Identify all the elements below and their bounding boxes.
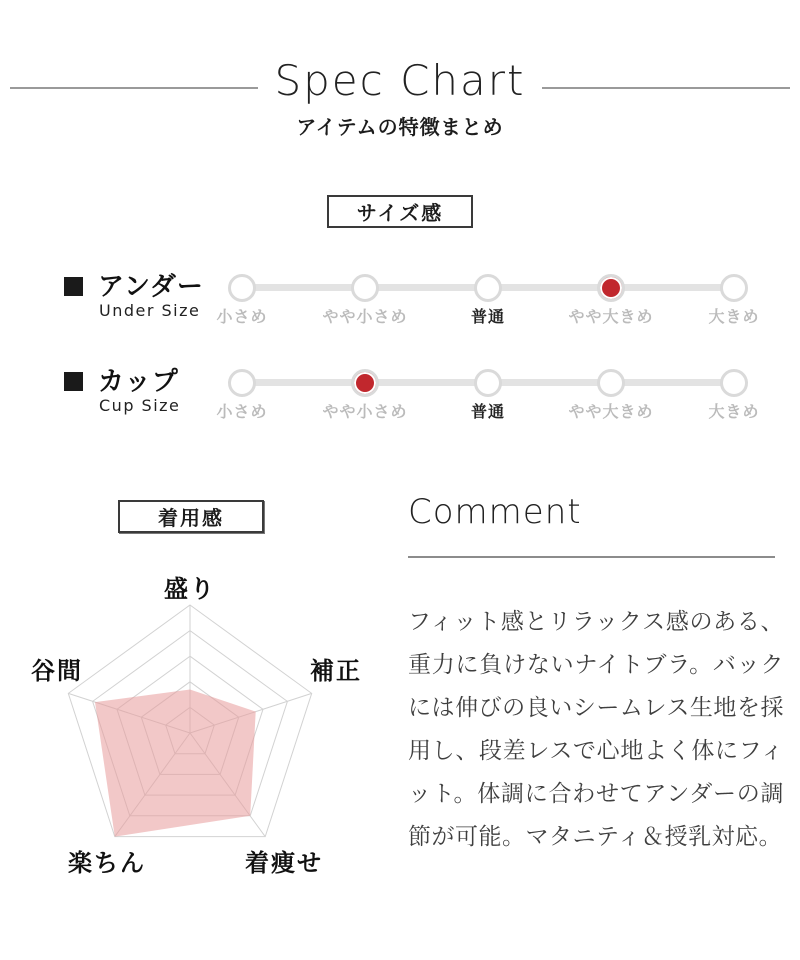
scale-dot-normal xyxy=(474,274,502,302)
scale-dot-rather-large xyxy=(597,369,625,397)
scale-tick-label: 普通 xyxy=(470,402,505,421)
radar-label-comfort: 楽ちん xyxy=(68,849,146,877)
size-section-heading: サイズ感 xyxy=(327,195,473,228)
scale-tick-label: やや小さめ xyxy=(322,402,408,421)
radar-label-slimming: 着痩せ xyxy=(245,849,323,877)
page-title: Spec Chart xyxy=(274,56,526,105)
scale-tick-label: 大きめ xyxy=(708,307,760,326)
radar-label-cleavage: 谷間 xyxy=(31,657,83,685)
comment-heading: Comment xyxy=(408,492,582,532)
scale-dot-small xyxy=(228,369,256,397)
scale-dot-rather-small xyxy=(351,369,379,397)
scale-tick-label: 小さめ xyxy=(216,307,268,326)
scale-tick-label: 普通 xyxy=(470,307,505,326)
square-bullet xyxy=(64,277,83,296)
scale-tick-label: やや大きめ xyxy=(568,307,654,326)
scale-dot-rather-small xyxy=(351,274,379,302)
scale-dot-rather-large xyxy=(597,274,625,302)
page-subtitle: アイテムの特徴まとめ xyxy=(296,115,504,139)
scale-dot-large xyxy=(720,369,748,397)
scale-tick-label: やや小さめ xyxy=(322,307,408,326)
scale-dot-normal xyxy=(474,369,502,397)
scale-dot-small xyxy=(228,274,256,302)
scale-tick-label: やや大きめ xyxy=(568,402,654,421)
cup-size-label-jp: カップ xyxy=(98,367,179,397)
comment-body: フィット感とリラックス感のある、重力に負けないナイトブラ。バックには伸びの良いシームレス生地を採用し、段差レスで心地よく体にフィット。体調に合わせてアンダーの調節が可能。マタニティ＆授乳対応。 xyxy=(408,609,784,850)
comment-rule xyxy=(408,556,775,558)
fit-section-heading: 着用感 xyxy=(118,500,264,533)
scale-tick-label: 小さめ xyxy=(216,402,268,421)
radar-label-correction: 補正 xyxy=(310,657,362,685)
under-size-label-en: Under Size xyxy=(99,301,201,320)
under-size-label-jp: アンダー xyxy=(98,272,204,302)
radar-chart xyxy=(30,595,350,875)
square-bullet xyxy=(64,372,83,391)
radar-label-volume: 盛り xyxy=(164,575,216,603)
scale-tick-label: 大きめ xyxy=(708,402,760,421)
scale-dot-large xyxy=(720,274,748,302)
cup-size-label-en: Cup Size xyxy=(99,396,181,415)
